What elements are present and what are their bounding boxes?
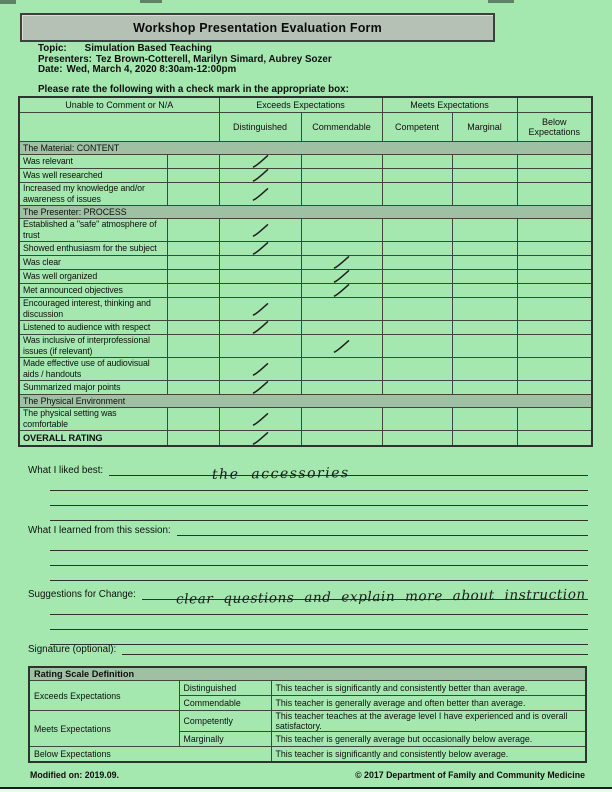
- desc-commendable: This teacher is generally average and often better than average.: [271, 696, 586, 711]
- session-meta: [38, 44, 332, 76]
- row-label: Was relevant: [19, 155, 167, 169]
- rating-header-groups: [19, 97, 592, 113]
- rate-cell-below-expectations[interactable]: [517, 256, 592, 270]
- row-label: Was well organized: [19, 270, 167, 284]
- section-label: The Presenter: PROCESS: [19, 206, 592, 219]
- desc-competently: This teacher teaches at the average level I have experienced and is overall satisfactory.: [271, 711, 586, 732]
- rating-row: [19, 335, 592, 358]
- suggestions-line[interactable]: [50, 615, 588, 630]
- signature-section: [28, 641, 588, 655]
- rate-cell-commendable[interactable]: [301, 381, 382, 395]
- rate-cell-marginal[interactable]: [452, 321, 517, 335]
- col-competent: Competent: [382, 113, 452, 142]
- rate-cell-marginal[interactable]: [452, 381, 517, 395]
- rate-cell-na[interactable]: [167, 242, 219, 256]
- rate-cell-commendable[interactable]: [301, 256, 382, 270]
- page-title: Workshop Presentation Evaluation Form: [133, 20, 382, 35]
- learned-line[interactable]: [177, 521, 588, 536]
- rate-cell-competent[interactable]: [382, 284, 452, 298]
- rate-cell-competent[interactable]: [382, 270, 452, 284]
- rate-cell-na[interactable]: [167, 155, 219, 169]
- rate-cell-na[interactable]: [167, 298, 219, 321]
- rate-cell-competent[interactable]: [382, 169, 452, 183]
- rating-row: [19, 155, 592, 169]
- scan-artifact: [488, 0, 514, 3]
- rate-cell-na[interactable]: [167, 256, 219, 270]
- check-mark-icon: [251, 170, 270, 180]
- rate-cell-na[interactable]: [167, 183, 219, 206]
- check-mark-icon: [251, 224, 270, 234]
- header-unable-na: Unable to Comment or N/A: [19, 97, 219, 113]
- rate-cell-marginal[interactable]: [452, 408, 517, 431]
- row-label: The physical setting was comfortable: [19, 408, 167, 431]
- topic-label: Topic:: [38, 43, 67, 54]
- rate-cell-distinguished[interactable]: [219, 284, 301, 298]
- rating-row: [19, 242, 592, 256]
- suggestions-handwriting: clear questions and explain more about instruction: [175, 586, 586, 608]
- learned-line[interactable]: [50, 566, 588, 581]
- learned-label: What I learned from this session:: [28, 525, 171, 536]
- rate-cell-distinguished[interactable]: [219, 183, 301, 206]
- rate-cell-below-expectations[interactable]: [517, 408, 592, 431]
- check-mark-icon: [251, 243, 270, 253]
- rating-row: [19, 183, 592, 206]
- rating-row: [19, 381, 592, 395]
- rate-cell-marginal[interactable]: [452, 242, 517, 256]
- rate-cell-below-expectations[interactable]: [517, 284, 592, 298]
- desc-below: This teacher is significantly and consistently below average.: [271, 747, 586, 763]
- rate-cell-na[interactable]: [167, 381, 219, 395]
- date-line: [38, 65, 332, 76]
- rating-row: [19, 298, 592, 321]
- signature-label: Signature (optional):: [28, 644, 117, 655]
- form-title-bar: [20, 13, 495, 42]
- rating-row: [19, 256, 592, 270]
- rate-cell-na[interactable]: [167, 358, 219, 381]
- rate-cell-distinguished[interactable]: [219, 298, 301, 321]
- rate-cell-competent[interactable]: [382, 431, 452, 447]
- row-label: OVERALL RATING: [19, 431, 167, 447]
- group-below: Below Expectations: [29, 747, 271, 763]
- check-mark-icon: [251, 188, 270, 198]
- rate-cell-marginal[interactable]: [452, 270, 517, 284]
- definition-title: Rating Scale Definition: [29, 667, 586, 681]
- rate-cell-distinguished[interactable]: [219, 169, 301, 183]
- rate-cell-below-expectations[interactable]: [517, 298, 592, 321]
- check-mark-icon: [251, 382, 270, 392]
- rate-cell-commendable[interactable]: [301, 169, 382, 183]
- rate-cell-marginal[interactable]: [452, 284, 517, 298]
- rate-cell-competent[interactable]: [382, 242, 452, 256]
- rate-cell-commendable[interactable]: [301, 408, 382, 431]
- check-mark-icon: [251, 156, 270, 166]
- rate-cell-marginal[interactable]: [452, 431, 517, 447]
- rating-row: [19, 358, 592, 381]
- rate-cell-below-expectations[interactable]: [517, 219, 592, 242]
- rate-cell-distinguished[interactable]: [219, 270, 301, 284]
- rate-cell-competent[interactable]: [382, 219, 452, 242]
- definition-header-row: [29, 667, 586, 681]
- section-label: The Material: CONTENT: [19, 142, 592, 155]
- rate-cell-competent[interactable]: [382, 381, 452, 395]
- signature-line[interactable]: [122, 640, 588, 655]
- presenters-label: Presenters:: [38, 53, 92, 65]
- section-label: The Physical Environment: [19, 395, 592, 408]
- level-competently: Competently: [179, 711, 271, 732]
- rate-cell-below-expectations[interactable]: [517, 381, 592, 395]
- rate-cell-distinguished[interactable]: [219, 219, 301, 242]
- check-mark-icon: [251, 303, 270, 313]
- header-blank: [517, 97, 592, 113]
- page-footer: [30, 770, 585, 780]
- rating-row: [19, 169, 592, 183]
- row-label: Encouraged interest, thinking and discussion: [19, 298, 167, 321]
- group-exceeds: Exceeds Expectations: [29, 681, 179, 711]
- signature-row: [28, 641, 588, 655]
- rate-cell-below-expectations[interactable]: [517, 155, 592, 169]
- rate-cell-below-expectations[interactable]: [517, 270, 592, 284]
- rate-cell-commendable[interactable]: [301, 284, 382, 298]
- rate-cell-marginal[interactable]: [452, 155, 517, 169]
- check-mark-icon: [332, 285, 351, 295]
- row-label: Showed enthusiasm for the subject: [19, 242, 167, 256]
- col-marginal: Marginal: [452, 113, 517, 142]
- rate-cell-distinguished[interactable]: [219, 256, 301, 270]
- check-mark-icon: [332, 271, 351, 281]
- row-label: Met announced objectives: [19, 284, 167, 298]
- check-mark-icon: [251, 413, 270, 423]
- rate-cell-marginal[interactable]: [452, 256, 517, 270]
- rate-cell-distinguished[interactable]: [219, 155, 301, 169]
- date-value: Wed, March 4, 2020 8:30am-12:00pm: [66, 64, 237, 76]
- rate-cell-marginal[interactable]: [452, 183, 517, 206]
- rate-cell-distinguished[interactable]: [219, 321, 301, 335]
- rate-cell-competent[interactable]: [382, 408, 452, 431]
- rating-table: [18, 96, 593, 447]
- rate-cell-competent[interactable]: [382, 155, 452, 169]
- group-meets: Meets Expectations: [29, 711, 179, 747]
- check-mark-icon: [251, 363, 270, 373]
- definition-row: [29, 747, 586, 763]
- rate-cell-competent[interactable]: [382, 358, 452, 381]
- row-label: Was inclusive of interprofessional issues (if relevant): [19, 335, 167, 358]
- copyright: © 2017 Department of Family and Community Medicine: [355, 770, 585, 780]
- rate-cell-marginal[interactable]: [452, 335, 517, 358]
- liked-best-label: What I liked best:: [28, 465, 104, 476]
- rate-cell-na[interactable]: [167, 169, 219, 183]
- liked-best-line[interactable]: [50, 491, 588, 506]
- rate-cell-competent[interactable]: [382, 335, 452, 358]
- rating-scale-definition-table: [28, 666, 587, 763]
- row-label: Made effective use of audiovisual aids / handouts: [19, 358, 167, 381]
- rate-cell-na[interactable]: [167, 321, 219, 335]
- modified-date: Modified on: 2019.09.: [30, 770, 119, 780]
- rate-cell-commendable[interactable]: [301, 431, 382, 447]
- scan-artifact: [0, 0, 16, 4]
- rate-cell-below-expectations[interactable]: [517, 242, 592, 256]
- rating-row: [19, 408, 592, 431]
- rate-cell-commendable[interactable]: [301, 358, 382, 381]
- rate-cell-commendable[interactable]: [301, 270, 382, 284]
- rate-cell-distinguished[interactable]: [219, 242, 301, 256]
- rate-cell-na[interactable]: [167, 270, 219, 284]
- rate-cell-commendable[interactable]: [301, 335, 382, 358]
- rate-cell-marginal[interactable]: [452, 298, 517, 321]
- scan-artifact: [140, 0, 162, 3]
- rate-cell-marginal[interactable]: [452, 358, 517, 381]
- rate-cell-distinguished[interactable]: [219, 381, 301, 395]
- level-marginally: Marginally: [179, 732, 271, 747]
- rate-cell-na[interactable]: [167, 431, 219, 447]
- rate-cell-below-expectations[interactable]: [517, 335, 592, 358]
- section-row: [19, 142, 592, 155]
- rating-row: [19, 431, 592, 447]
- topic-value: Simulation Based Teaching: [84, 43, 212, 54]
- rate-cell-distinguished[interactable]: [219, 408, 301, 431]
- check-mark-icon: [332, 257, 351, 267]
- learned-line[interactable]: [50, 551, 588, 566]
- header-meets: Meets Expectations: [382, 97, 517, 113]
- desc-marginally: This teacher is generally average but occasionally below average.: [271, 732, 586, 747]
- rate-cell-distinguished[interactable]: [219, 431, 301, 447]
- level-commendable: Commendable: [179, 696, 271, 711]
- date-label: Date:: [38, 64, 63, 76]
- rate-cell-marginal[interactable]: [452, 169, 517, 183]
- definition-row: [29, 681, 586, 696]
- rating-header-columns: [19, 113, 592, 142]
- liked-best-line[interactable]: [50, 506, 588, 521]
- section-row: [19, 206, 592, 219]
- presenters-value: Tez Brown-Cotterell, Marilyn Simard, Aubrey Sozer: [95, 53, 332, 65]
- rate-cell-commendable[interactable]: [301, 242, 382, 256]
- row-label: Was well researched: [19, 169, 167, 183]
- rate-cell-na[interactable]: [167, 335, 219, 358]
- rate-cell-commendable[interactable]: [301, 219, 382, 242]
- rate-cell-distinguished[interactable]: [219, 358, 301, 381]
- liked-best-handwriting: the accessories: [211, 465, 350, 483]
- rate-cell-competent[interactable]: [382, 183, 452, 206]
- row-label: Increased my knowledge and/or awareness of issues: [19, 183, 167, 206]
- rating-row: [19, 284, 592, 298]
- rating-table-body: [19, 142, 592, 447]
- rate-cell-na[interactable]: [167, 284, 219, 298]
- col-below-expectations: Below Expectations: [517, 113, 592, 142]
- rating-row: [19, 270, 592, 284]
- rate-cell-below-expectations[interactable]: [517, 183, 592, 206]
- col-commendable: Commendable: [301, 113, 382, 142]
- header-label-blank: [19, 113, 219, 142]
- header-exceeds: Exceeds Expectations: [219, 97, 382, 113]
- rate-cell-commendable[interactable]: [301, 183, 382, 206]
- rate-cell-distinguished[interactable]: [219, 335, 301, 358]
- rate-cell-competent[interactable]: [382, 256, 452, 270]
- row-label: Summarized major points: [19, 381, 167, 395]
- section-row: [19, 395, 592, 408]
- rate-cell-below-expectations[interactable]: [517, 321, 592, 335]
- rate-cell-competent[interactable]: [382, 298, 452, 321]
- suggestions-section: [28, 586, 588, 645]
- row-label: Was clear: [19, 256, 167, 270]
- check-mark-icon: [332, 340, 351, 350]
- learned-line[interactable]: [50, 536, 588, 551]
- rate-cell-na[interactable]: [167, 219, 219, 242]
- learned-section: [28, 522, 588, 581]
- col-distinguished: Distinguished: [219, 113, 301, 142]
- rating-row: [19, 219, 592, 242]
- check-mark-icon: [251, 432, 270, 442]
- rate-cell-below-expectations[interactable]: [517, 169, 592, 183]
- rate-cell-below-expectations[interactable]: [517, 358, 592, 381]
- level-distinguished: Distinguished: [179, 681, 271, 696]
- row-label: Listened to audience with respect: [19, 321, 167, 335]
- rate-cell-commendable[interactable]: [301, 321, 382, 335]
- rate-cell-commendable[interactable]: [301, 298, 382, 321]
- row-label: Established a "safe" atmosphere of trust: [19, 219, 167, 242]
- rate-cell-competent[interactable]: [382, 321, 452, 335]
- rating-instruction: Please rate the following with a check mark in the appropriate box:: [38, 84, 349, 95]
- desc-distinguished: This teacher is significantly and consistently better than average.: [271, 681, 586, 696]
- suggestions-label: Suggestions for Change:: [28, 589, 136, 600]
- rate-cell-commendable[interactable]: [301, 155, 382, 169]
- definition-row: [29, 711, 586, 732]
- rate-cell-marginal[interactable]: [452, 219, 517, 242]
- rate-cell-na[interactable]: [167, 408, 219, 431]
- learned-row: [28, 522, 588, 536]
- rating-row: [19, 321, 592, 335]
- rate-cell-below-expectations[interactable]: [517, 431, 592, 447]
- liked-best-section: [28, 462, 588, 521]
- check-mark-icon: [251, 322, 270, 332]
